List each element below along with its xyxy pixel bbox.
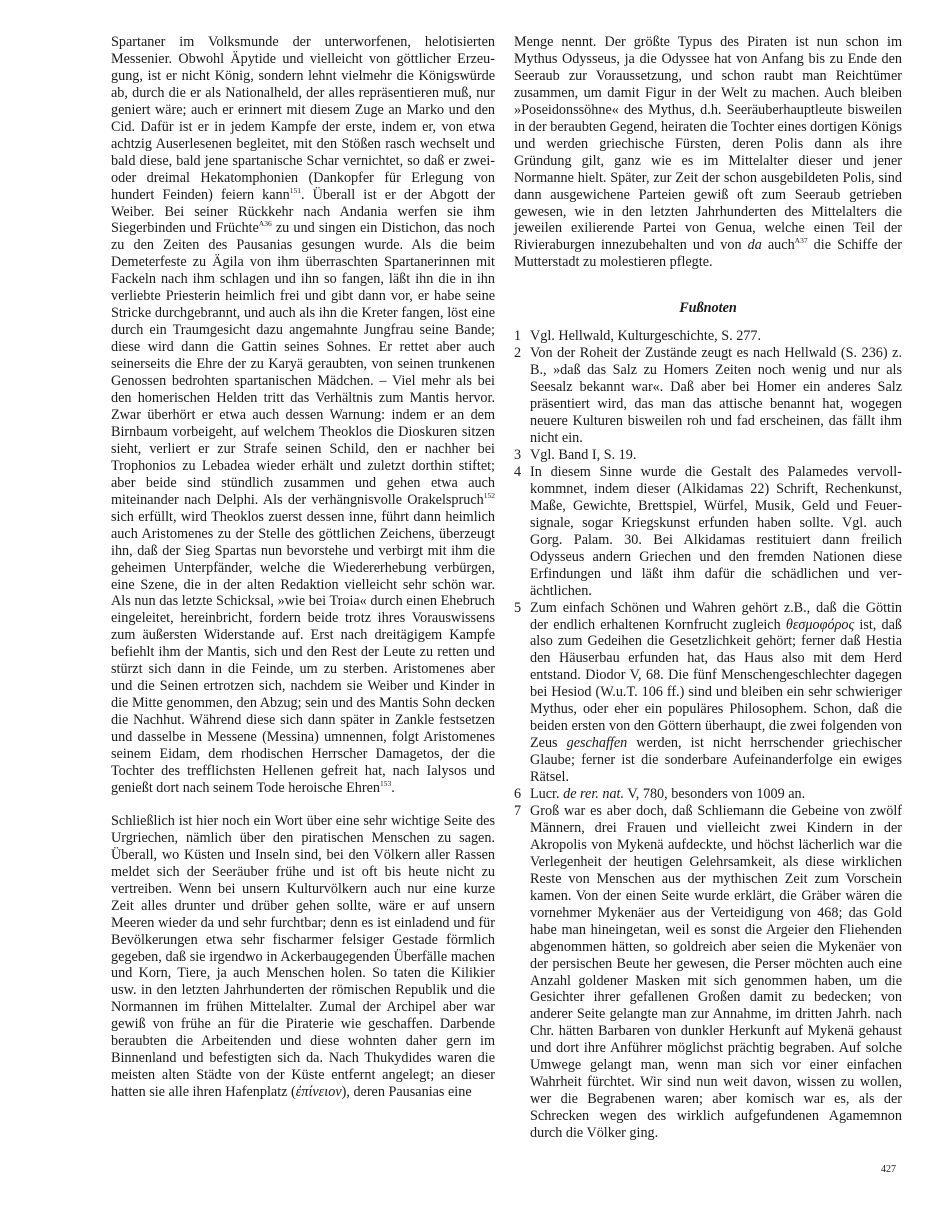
footnote-item: [514, 345, 902, 447]
footnote-text-part: ist, daß also zum Gedeihen die Gesetzlichkeit gehört; ferner daß Hestia den Häuserbau erfunden hat, das Haus also mit dem Herd entstand. Diodor V, 68. Die fünf Menschengeschlechter dagegen bei Hesiod (W.u.T. 106 ff.) sind und bleiben ein sehr schwieriger Mythus, oder eher ein populäres Philosophem. Schon, daß die beiden ersten von den Göttern überhaupt, die zwei folgenden von Zeus: [530, 616, 902, 752]
footnote-number: 5: [514, 599, 522, 616]
footnote-number: 4: [514, 463, 522, 480]
footnote-ref[interactable]: 151: [289, 185, 301, 195]
annotation-ref[interactable]: A36: [258, 219, 272, 229]
footnote-item: [514, 803, 902, 1142]
footnote-number: 3: [514, 446, 522, 463]
emphasis: geschaffen: [566, 735, 628, 752]
annotation-ref[interactable]: A37: [794, 236, 808, 246]
footnote-text: Vgl. Band I, S. 19.: [530, 446, 637, 463]
footnote-text-part: Zum einfach Schönen und Wahren gehört z.B., daß die Göttin der endlich erhaltenen Kornfrucht zugleich: [530, 599, 902, 633]
paragraph-text: zu und singen ein Distichon, das noch zu den Zeiten des Pausanias gesungen wurde. Als die beim Demeterfeste zu Ägila von ihm überraschten Spartanerinnen mit Fackeln nach ihm schlagen und ihn so fangen, läßt ihn die in ihn verliebte Priesterin heimlich frei und gibt dann vor, er habe seine Stricke durchgebrannt, und auch als ihn die Kreter fangen, löst eine durch ein Traumgesicht dazu angemahnte Jungfrau seine Bande; diese wird dann die Gattin seines Sohnes. Er rettet aber auch seinerseits die Ehre der zu Karyä geraubten, von seinen trunkenen Genossen bedrohten spartanischen Mädchen. – Viel mehr als bei den homerischen Helden tritt das Verhältnis zum Mantis hervor. Zwar überhört er etwa auch dessen Warnung: indem er an dem Birnbaum vorbeigeht, auf welchem Theoklos die Dioskuren sitzen sieht, verliert er zur Strafe seinen Schild, den er nachher bei Trophonios zu Lebadea wieder erhält und zuletzt dorthin stiftet; aber beide sind stündlich zusammen und gehen etwa auch miteinander nach Delphi. Als der verhängnisvolle Orakelspruch: [111, 220, 495, 508]
footnote-number: 6: [514, 786, 522, 803]
footnote-text: Von der Roheit der Zustände zeugt es nach Hellwald (S. 236) z. B., »daß das Salz zu Homers Zeiten noch wenig und nur als Seesalz bekannt war«. Daß aber bei Homer ein anderes Salz präsentiert wird, das man das attische benannt hat, wogegen neuere Kulturen bisweilen roh und fad erscheinen, das fällt ihm nicht ein.: [530, 345, 902, 447]
footnote-text: In diesem Sinne wurde die Gestalt des Palamedes vervollkommnet, indem dieser (Alkidamas 22) Schrift, Rechenkunst, Maße, Gewichte, Brettspiel, Würfel, Musik, Geld und Feuersignale, sogar Kriegskunst erfunden haben sollte. Vgl. auch Gorg. Palam. 30. Bei Alkidamas restituiert dann freilich Odysseus andern Griechen und den fremden Nationen diese Erfindungen und läßt ihm dafür die schädlichen und verächtlichen.: [530, 463, 902, 599]
footnotes-heading: Fußnoten: [679, 300, 737, 317]
greek-term: ἐπίνειον: [295, 1084, 342, 1101]
emphasis: de rer. nat.: [563, 786, 625, 803]
paragraph-text: die Schiffe der Mutterstadt zu molestieren pflegte.: [514, 237, 902, 271]
footnote-number: 2: [514, 345, 522, 362]
footnote-number: 7: [514, 802, 522, 819]
body-paragraph: [514, 34, 902, 271]
footnote-text-part: V, 780, besonders von 1009 an.: [624, 786, 806, 803]
paragraph-text: .: [391, 779, 395, 796]
footnote-text: Vgl. Hellwald, Kulturgeschichte, S. 277.: [530, 328, 762, 345]
footnote-text: [530, 600, 902, 786]
paragraph-gap: [111, 797, 495, 813]
left-column: [111, 34, 495, 1101]
footnote-text-part: Lucr.: [530, 786, 564, 803]
paragraph-text: auch: [761, 237, 795, 254]
greek-term: θεσμοφόρος: [785, 616, 855, 633]
paragraph-text: Menge nennt. Der größte Typus des Piraten ist nun schon im Mythus Odysseus, ja die Odyssee hat von Anfang bis zu Ende den Seeraub zur Voraussetzung, und schon raubt man Reichtümer zusammen, um damit Figur in der Welt zu machen. Auch bleiben »Poseidonssöhne« des Mythus, d.h. Seeräuberhauptleute bisweilen in der beraubten Gegend, heiraten die Tochter eines dortigen Königs und werden griechische Fürsten, deren Polis dann als ihre Gründung gilt, ganz wie es im Mittelalter dieser und jener Normanne hielt. Später, zur Zeit der schon ausgebildeten Polis, sind dann ausgewichene Parteien gewiß oft zum Seeraub getrieben gewesen, wie in den letzten Jahrhunderten des Mittelalters die jeweilen exilierende Partei von Genua, welche einen Teil der Rivieraburgen innezubehalten und von: [514, 34, 902, 254]
body-paragraph: [111, 813, 495, 1101]
paragraph-text: sich erfüllt, wird Theoklos zuerst dessen inne, führt dann heimlich auch Aristomenes zu der Stelle des göttlichen Zeichens, überzeugt ihn, daß der Sieg Spartas nun bevorstehe und verbirgt mit ihm die geheimen Unterpfänder, welche die Wiedererhebung verbürgen, eine Szene, die in der alten Redaktion vielleicht sehr schön war. Als nun das letzte Schicksal, »wie bei Troia« durch einen Ehebruch eingeleitet, hereinbricht, fordern beide trotz ihres Vorauswissens zum äußersten Widerstande auf. Erst nach dreitägigem Kampfe befiehlt ihm der Mantis, sich und den Rest der Leute zu retten und stürzt sich dann in die Feinde, um zu sterben. Aristomenes aber und die Seinen ertrotzen sich, nachdem sie Weiber und Kinder in die Mitte genommen, den Abzug; sein und des Mantis Sohn decken die Nachhut. Während diese sich dann später in Zankle festsetzen und dasselbe in Messene (Messina) umnennen, folgt Aristomenes seinem Eidam, dem rhodischen Herrscher Damagetos, der die Tochter des trefflichsten Hellenen gefreit hat, nach Ialysos und genießt dort nach seinem Tode heroische Ehren: [111, 508, 495, 796]
footnote-text: Groß war es aber doch, daß Schliemann die Gebeine von zwölf Männern, drei Frauen und vielleicht zwei Kindern in der Akropolis von Mykenä aufdeckte, und höchst lächerlich war die Verlegenheit der heutigen Gelehrsamkeit, als diese wirklichen Reste von Menschen aus der mythischen Zeit zum Vorschein kamen. Von der einen Seite wurde erklärt, die Gräber wären die vornehmer Mykenäer aus der Verteidigung von 468; das Gold habe man hineingetan, weil es sonst die Argeier den Fliehenden abgenommen hätten, so goldreich aber seien die Mykenäer von der persischen Beute her gewesen, die Perser möchten auch eine Anzahl goldener Masken mit sich genommen haben, um die Gesichter ihrer gefallenen Großen damit zu bedecken; von anderer Seite gelangte man zur Annahme, im dritten Jahrh. nach Chr. hätten Barbaren von dunkler Herkunft auf Mykenä gehaust und dort ihre Anführer möglichst prächtig begraben. Auf solche Umwege gelangt man, wenn man sich vor einer einfachen Wahrheit fürchtet. Wir sind nun weit davon, wissen zu wollen, wer die Begrabenen waren; aber komisch war es, als der Schrecken wegen des wirklich aufgefundenen Agamemnon durch die Völker ging.: [530, 802, 902, 1142]
footnote-ref[interactable]: 153: [380, 778, 392, 788]
footnote-text-part: werden, ist nicht herrschender griechischer Glaube; ferner ist die sonderbare Aufeinanderfolge ein ewiges Rätsel.: [530, 735, 902, 786]
footnotes-list: [514, 328, 902, 1142]
footnote-item: [514, 447, 902, 464]
footnote-text: [530, 786, 805, 802]
footnote-item: [514, 786, 902, 803]
paragraph-text: Spartaner im Volksmunde der unterworfenen, helotisierten Messenier. Obwohl Äpytide und vielleicht von göttlicher Erzeugung, ist er nicht König, sondern lehnt vielmehr die Königswürde ab, durch die er als Nationalheld, der alles repräsentieren muß, nur geniert wäre; auch er erinnert mit diesem Zuge an Marko und den Cid. Dafür ist er in jedem Kampfe der erste, indem er, von etwa achtzig Auserlesenen begleitet, mit den Stößen rasch wechselt und bald diese, bald jene spartanische Schar vernichtet, so daß er zwei- oder dreimal Hekatomphonien (Dankopfer für Erlegung von hundert Feinden) feiern kann: [111, 34, 495, 203]
footnote-item: [514, 464, 902, 600]
paragraph-text: Schließlich ist hier noch ein Wort über eine sehr wichtige Seite des Urgriechen, nämlich über den piratischen Menschen zu sagen. Überall, wo Küsten und Inseln sind, bei den Völkern aller Rassen meldet sich der Seeräuber frühe und ist oft bis heute nicht zu vertreiben. Wenn bei unsern Kulturvölkern auch nur eine kurze Zeit alles drunter und drüber gehen sollte, wäre er auf unsern Meeren wieder da und sehr furchtbar; denn es ist einladend und für Bevölkerungen etwa sehr fischarmer felsiger Gestade förmlich gegeben, daß sie irgendwo in Ackerbaugegenden Überfälle machen und Korn, Tiere, ja auch Menschen holen. So taten die Kilikier usw. in den letzten Jahrhunderten der römischen Republik und die Normannen im frühen Mittelalter. Zumal der Archipel aber war gewiß von frühe an für die Piraterie wie geschaffen. Darbende beraubten die Arbeitenden und diese wohnten daher gern im Binnenland und befestigten sich da. Nach Thukydides waren die meisten alten Städte von der Küste entfernt angelegt; an dieser hatten sie alle ihren Hafenplatz (: [111, 812, 495, 1101]
body-paragraph: [111, 34, 495, 797]
emphasis: da: [747, 237, 762, 254]
footnote-item: [514, 600, 902, 786]
footnote-number: 1: [514, 328, 522, 345]
footnote-ref[interactable]: 152: [483, 490, 495, 500]
footnote-item: [514, 328, 902, 345]
page-number: 427: [881, 1164, 896, 1175]
paragraph-text: . Überall ist er der Abgott der Weiber. Bei seiner Rückkehr nach Andania werfen sie ihm Siegerbinden und Früchte: [111, 186, 495, 237]
right-column: [514, 34, 902, 1142]
paragraph-text: ), deren Pausanias eine: [341, 1084, 472, 1101]
